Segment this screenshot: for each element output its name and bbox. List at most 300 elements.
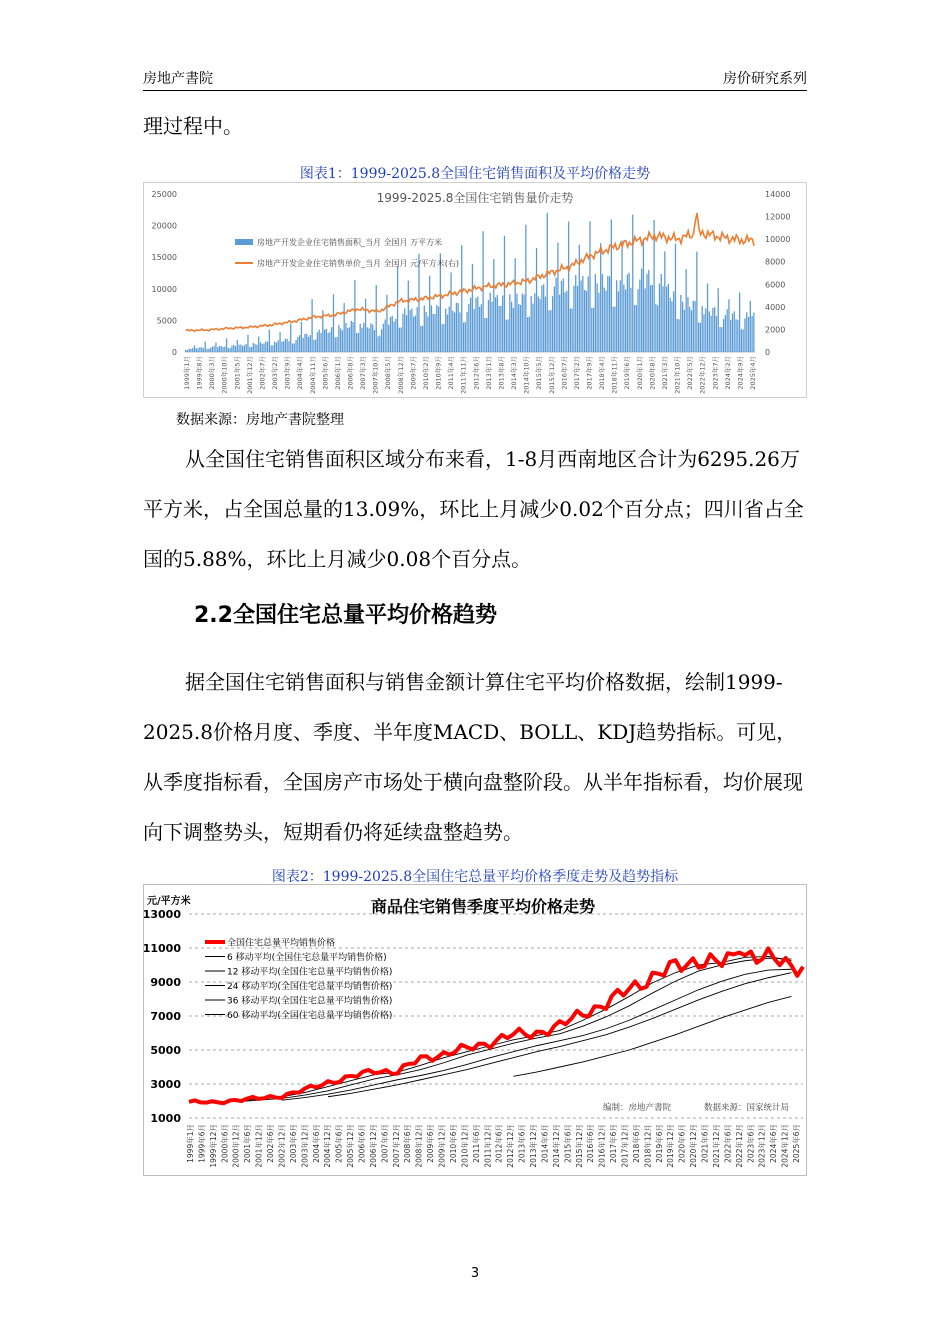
chart1-bar — [458, 303, 459, 352]
chart1-bar — [285, 339, 286, 352]
chart1-bar — [219, 346, 220, 352]
chart1-bar — [621, 240, 622, 352]
chart1-x-label: 2012年6月 — [472, 356, 481, 390]
chart1-x-label: 2011年11月 — [459, 355, 468, 394]
chart2-y-tick: 7000 — [150, 1010, 181, 1023]
chart1-bar — [541, 286, 542, 352]
chart1-bar — [710, 316, 711, 352]
chart1-bar — [716, 316, 717, 352]
chart1-bar — [694, 301, 695, 352]
chart1-bar — [372, 325, 373, 352]
chart1-bar — [345, 323, 346, 352]
chart1-x-label: 2000年10月 — [220, 355, 229, 394]
chart1-bar — [502, 296, 503, 352]
chart2-y-tick: 11000 — [143, 942, 181, 955]
chart1-bar — [648, 270, 649, 352]
chart1-bar — [420, 326, 421, 352]
chart1-x-label: 2001年12月 — [245, 356, 254, 394]
chart1-bar — [698, 322, 699, 352]
chart1-bar — [743, 329, 744, 352]
chart1-bar — [262, 344, 263, 352]
chart1-bar — [529, 317, 530, 352]
chart1-bar — [292, 344, 293, 352]
chart1-bar — [445, 309, 446, 352]
chart1-bar — [735, 319, 736, 352]
chart1-bar — [376, 285, 377, 352]
chart2-x-label: 2013年12月 — [529, 1123, 538, 1168]
chart1-bar — [693, 301, 694, 352]
chart2-x-label: 2005年12月 — [346, 1124, 356, 1168]
chart1-bar — [404, 308, 405, 352]
chart1-bar — [653, 220, 654, 352]
chart1-bar — [675, 244, 676, 352]
chart1-bar — [652, 285, 653, 352]
chart1-bar — [550, 310, 551, 352]
chart1-bar — [386, 295, 387, 352]
chart1-bar — [666, 287, 667, 352]
chart1-bar — [267, 342, 268, 352]
chart1-bar — [744, 318, 745, 352]
chart1-bar — [212, 347, 213, 352]
chart1-x-label: 2011年4月 — [447, 355, 456, 390]
chart1-bar — [197, 348, 198, 352]
chart2-x-label: 2007年6月 — [380, 1124, 390, 1163]
chart1-bar — [687, 297, 688, 352]
page-number: 3 — [470, 1266, 480, 1281]
chart1-bar — [734, 311, 735, 352]
chart2-x-label: 2017年12月 — [620, 1124, 630, 1168]
chart1-bar — [572, 308, 573, 352]
chart1-x-label: 2003年2月 — [271, 355, 279, 390]
paragraph-trend: 据全国住宅销售面积与销售金额计算住宅平均价格数据，绘制1999-2025.8价格月度、季度、半年度MACD、BOLL、KDJ趋势指标。可见，从季度指标看，全国房产市场处于横向盘整阶段。从半年指标看，均价展现向下调整势头，短期看仍将延续盘整趋势。 — [143, 670, 803, 844]
chart1-bar — [689, 307, 690, 352]
chart2-x-label: 2011年6月 — [471, 1123, 481, 1163]
chart1-x-label: 2000年3月 — [208, 356, 217, 390]
chart1-bar — [224, 347, 225, 352]
chart1-bar — [203, 348, 204, 352]
chart1-x-label: 2022年12月 — [698, 356, 707, 394]
chart2-x-label: 2023年6月 — [746, 1124, 756, 1163]
chart1-bar — [523, 295, 524, 352]
chart2-legend-label: 36 移动平均(全国住宅总量平均销售价格) — [227, 996, 393, 1007]
chart2-x-label: 2010年6月 — [449, 1124, 458, 1163]
chart1-bar — [433, 314, 434, 352]
chart1-bar — [682, 302, 683, 352]
chart1-legend-line-label: 房地产开发企业住宅销售单价_当月 全国月 元/平方米(右) — [257, 259, 460, 268]
chart2-x-label: 2010年12月 — [460, 1123, 470, 1168]
chart1-bar — [283, 341, 284, 352]
chart1-bar — [210, 348, 211, 352]
chart1-bar — [703, 314, 704, 352]
chart2-x-label: 2022年12月 — [734, 1123, 744, 1168]
chart1-bar — [582, 276, 583, 352]
chart1-bar — [246, 344, 247, 352]
chart2-x-label: 2015年6月 — [563, 1123, 573, 1163]
chart1-bar — [661, 274, 662, 352]
chart2-x-label: 2000年6月 — [220, 1123, 230, 1163]
chart1-bar — [406, 315, 407, 352]
chart1-x-label: 2006年1月 — [333, 355, 342, 390]
chart1-bar — [456, 303, 457, 352]
paragraph-regional: 从全国住宅销售面积区域分布来看，1-8月西南地区合计为6295.26万平方米，占全国总量的13.09%，环比上月减少0.02个百分点；四川省占全国的5.88%，环比上月减少0.08个百分点。 — [143, 447, 804, 571]
chart2-x-label: 2022年6月 — [723, 1124, 733, 1163]
chart1-bar — [613, 307, 614, 352]
chart1-bar — [636, 305, 637, 352]
chart1-y-right-tick: 6000 — [765, 280, 786, 290]
chart1-bar — [507, 319, 508, 352]
chart2-title: 商品住宅销售季度平均价格走势 — [370, 897, 596, 916]
chart1-bar — [349, 327, 350, 352]
chart2-x-label: 2013年6月 — [517, 1124, 527, 1163]
chart1-bar — [256, 345, 257, 352]
chart1-bar — [408, 281, 409, 352]
chart1-bar — [388, 325, 389, 352]
chart1-bar — [589, 221, 590, 352]
chart1-bar — [192, 348, 193, 352]
chart1-bar — [596, 283, 597, 352]
chart1-y-right-tick: 8000 — [765, 257, 786, 267]
chart1-bar — [504, 236, 505, 352]
chart1-bar — [474, 309, 475, 352]
chart2-x-label: 2009年6月 — [426, 1123, 436, 1163]
chart1-bar — [253, 343, 254, 352]
chart1-bar — [712, 308, 713, 352]
chart1-bar — [274, 342, 275, 352]
chart2-x-label: 1999年1月 — [186, 1124, 195, 1163]
chart1-bar — [417, 307, 418, 352]
chart1-bar — [272, 345, 273, 352]
chart2-x-label: 1999年12月 — [208, 1124, 218, 1168]
chart1-bar — [190, 349, 191, 352]
chart1-bar — [611, 219, 612, 352]
chart1-bar — [313, 340, 314, 352]
chart2-x-label: 2001年6月 — [243, 1124, 253, 1163]
chart1-bar — [573, 286, 574, 352]
chart1-bar — [556, 278, 557, 352]
chart1-bar — [470, 297, 471, 352]
chart1-bar — [545, 297, 546, 352]
chart1-bar — [231, 346, 232, 352]
chart1-x-label: 1999年1月 — [183, 356, 191, 390]
chart1-x-label: 2013年8月 — [497, 355, 506, 390]
chart2-y-tick: 5000 — [150, 1044, 181, 1057]
chart2-x-label: 2002年12月 — [277, 1124, 287, 1168]
chart1-bar — [331, 327, 332, 352]
chart2-x-label: 2019年12月 — [666, 1123, 676, 1168]
chart2-x-label: 2025年6月 — [792, 1124, 801, 1163]
page-header — [143, 66, 807, 91]
chart1-bar — [516, 294, 517, 352]
chart1-bar — [360, 324, 361, 352]
chart2-x-label: 2000年12月 — [231, 1123, 241, 1168]
chart1-y-left-tick: 20000 — [151, 221, 177, 231]
chart1-bar — [639, 279, 640, 352]
chart1-bar — [338, 325, 339, 352]
chart1-x-label: 2010年2月 — [422, 356, 430, 390]
chart1-y-right-tick: 0 — [765, 348, 771, 357]
chart2-legend-label: 全国住宅总量平均销售价格 — [227, 938, 336, 949]
chart1-bar — [411, 309, 412, 352]
chart1-bar — [215, 343, 216, 352]
chart1-bar — [718, 288, 719, 352]
chart1-bar — [751, 316, 752, 352]
paragraph-intro: 理过程中。 — [143, 114, 243, 138]
chart2-y-tick: 9000 — [150, 976, 181, 989]
chart1-bar — [570, 309, 571, 352]
figure1-source: 数据来源：房地产書院整理 — [176, 412, 344, 428]
chart1-bar — [194, 345, 195, 352]
chart1-bar — [247, 335, 248, 352]
chart1-bar — [351, 321, 352, 352]
chart2-x-label: 2008年6月 — [403, 1123, 413, 1163]
chart1-bar — [436, 305, 437, 352]
chart1-bar — [442, 324, 443, 352]
chart1-legend-bar-label: 房地产开发企业住宅销售面积_当月 全国月 万平方米 — [257, 238, 443, 247]
chart1-bar — [634, 305, 635, 352]
chart1-bar — [559, 295, 560, 352]
chart1-bar — [279, 332, 280, 352]
chart1-bar — [424, 306, 425, 352]
chart1-bar — [670, 298, 671, 352]
chart1-bar — [333, 294, 334, 352]
chart1-bar — [702, 306, 703, 352]
chart1-bar — [226, 338, 227, 352]
section-heading: 2.2全国住宅总量平均价格趋势 — [194, 603, 497, 628]
chart1-bar — [288, 341, 289, 352]
chart1-bar — [281, 341, 282, 352]
chart1-bar — [618, 291, 619, 352]
chart1-bar — [304, 334, 305, 352]
chart2-x-label: 2020年6月 — [677, 1124, 687, 1163]
chart1-y-right-tick: 4000 — [765, 302, 786, 312]
chart1-bar — [385, 320, 386, 352]
chart2-x-label: 2020年12月 — [689, 1124, 699, 1168]
chart1-bar — [522, 294, 523, 352]
chart2-x-label: 2015年12月 — [574, 1124, 584, 1168]
chart1-bar — [308, 337, 309, 352]
chart1-bar — [297, 337, 298, 352]
chart1-bar — [438, 307, 439, 352]
chart1-bar — [482, 231, 483, 352]
chart1-bar — [251, 347, 252, 352]
chart2-x-label: 2004年12月 — [323, 1123, 333, 1168]
chart1-bar — [664, 251, 665, 352]
chart1-y-left-tick: 25000 — [151, 190, 177, 199]
chart1-bar — [678, 319, 679, 352]
chart1-bar — [577, 286, 578, 352]
chart1-bar — [258, 337, 259, 352]
chart1-bar — [643, 239, 644, 352]
chart1-x-label: 2014年3月 — [510, 355, 518, 390]
chart2-x-label: 2005年6月 — [334, 1123, 344, 1163]
chart1-x-label: 2017年2月 — [572, 355, 581, 390]
chart1-bar — [365, 299, 366, 352]
chart1-bar — [527, 317, 528, 352]
chart2-x-label: 2024年12月 — [780, 1124, 790, 1168]
chart1-bar — [532, 304, 533, 352]
chart1-bar — [620, 280, 621, 352]
chart1-bar — [187, 350, 188, 352]
chart1-bar — [342, 330, 343, 352]
chart1-bar — [746, 312, 747, 352]
chart1-bar — [657, 305, 658, 352]
chart1-bar — [739, 292, 740, 352]
chart1-bar — [395, 319, 396, 352]
chart1-bar — [199, 347, 200, 352]
chart2-x-label: 2018年6月 — [631, 1123, 641, 1163]
chart1-x-label: 2018年11月 — [610, 355, 619, 394]
chart1-bar — [629, 273, 630, 352]
chart1-bar — [425, 312, 426, 352]
chart1-bar — [344, 303, 345, 352]
chart1-bar — [465, 322, 466, 352]
chart1-x-label: 2001年5月 — [233, 355, 242, 390]
chart1-x-label: 2009年7月 — [409, 356, 418, 390]
chart1-bar — [719, 327, 720, 352]
chart1-y-right-tick: 14000 — [765, 190, 791, 199]
chart1-bar — [294, 343, 295, 352]
chart1-bar — [242, 346, 243, 352]
chart1-bar — [547, 213, 548, 352]
chart2-x-label: 2019年6月 — [654, 1124, 664, 1163]
chart1-bar — [329, 332, 330, 352]
chart1-bar — [727, 309, 728, 352]
chart1-bar — [725, 315, 726, 352]
chart1-bar — [671, 301, 672, 352]
chart1-y-right-tick: 2000 — [765, 325, 786, 335]
chart1-bar — [490, 293, 491, 352]
chart1-bar — [548, 310, 549, 352]
chart1-bar — [600, 243, 601, 352]
chart1-bar — [370, 323, 371, 352]
chart1-bar — [278, 340, 279, 352]
chart1-bar — [607, 276, 608, 352]
chart2-x-label: 2003年12月 — [300, 1123, 310, 1168]
chart1-bar — [196, 348, 197, 352]
chart1-x-label: 2010年9月 — [434, 356, 443, 390]
chart1-bar — [609, 276, 610, 352]
figure1-caption: 图表1：1999-2025.8全国住宅销售面积及平均价格走势 — [299, 166, 651, 182]
chart1-bar — [591, 308, 592, 352]
chart1-bar — [328, 333, 329, 352]
chart1-bar — [575, 275, 576, 352]
chart1-bar — [276, 343, 277, 352]
chart1-bar — [650, 285, 651, 352]
chart1-bar — [554, 286, 555, 352]
chart1-bar — [214, 346, 215, 352]
chart1-bar — [368, 328, 369, 352]
chart1-bar — [217, 347, 218, 352]
chart1-bar — [748, 317, 749, 352]
chart1-y-right-tick: 10000 — [765, 235, 791, 245]
chart1-bar — [265, 341, 266, 352]
chart2-x-label: 2004年6月 — [311, 1124, 321, 1163]
chart1-x-label: 2007年3月 — [359, 356, 368, 390]
chart1-bar — [189, 349, 190, 352]
chart1-x-label: 2025年4月 — [749, 356, 757, 390]
chart1-bar — [326, 329, 327, 352]
chart1-bar — [468, 304, 469, 352]
header-right: 房价研究系列 — [723, 71, 807, 87]
chart1-bar — [240, 345, 241, 352]
chart1-bar — [431, 305, 432, 352]
chart1-bar — [602, 274, 603, 352]
chart1-bar — [299, 335, 300, 352]
chart2-legend-label: 60 移动平均(全国住宅总量平均销售价格) — [227, 1011, 393, 1021]
chart1-bar — [518, 304, 519, 352]
chart1-bar — [301, 322, 302, 352]
chart1-bar — [721, 327, 722, 352]
chart1-x-label: 2003年9月 — [283, 355, 292, 390]
chart2-x-label: 2002年6月 — [266, 1123, 275, 1163]
chart1-y-left-tick: 0 — [171, 348, 177, 357]
chart1-bar — [393, 322, 394, 352]
chart1-bar — [662, 286, 663, 352]
chart1-bar — [260, 342, 261, 352]
chart1-bar — [680, 295, 681, 352]
chart1-bar — [723, 319, 724, 352]
chart1-bar — [336, 337, 337, 352]
chart1-bar — [324, 330, 325, 352]
chart1-x-label: 2019年6月 — [623, 355, 632, 390]
chart1-bar — [399, 328, 400, 352]
chart1-bar — [515, 258, 516, 352]
chart1-bar — [427, 316, 428, 352]
chart1-bar — [637, 289, 638, 352]
chart1-bar — [645, 288, 646, 352]
chart1-bar — [383, 324, 384, 352]
chart1-bar — [484, 318, 485, 352]
chart1-bar — [477, 297, 478, 352]
chart1-bar — [625, 289, 626, 352]
chart1-x-label: 2014年10月 — [522, 356, 531, 394]
chart2-x-label: 2012年6月 — [494, 1123, 504, 1163]
chart1-bar — [579, 245, 580, 352]
chart1-bar — [499, 306, 500, 352]
chart1-x-label: 2005年6月 — [321, 356, 330, 390]
chart1-bar — [466, 312, 467, 352]
chart2-x-label: 2009年12月 — [437, 1123, 447, 1168]
chart1-bar — [586, 291, 587, 352]
chart1-bar — [491, 302, 492, 352]
chart1-bar — [538, 297, 539, 352]
chart1-bar — [563, 279, 564, 352]
chart1-bar — [208, 349, 209, 352]
chart1-bar — [295, 340, 296, 352]
chart1-bar — [367, 327, 368, 352]
chart1-bar — [686, 269, 687, 352]
chart1-x-label: 2022年5月 — [686, 355, 695, 390]
chart2-legend-label: 12 移动平均(全国住宅总量平均销售价格) — [227, 967, 393, 978]
chart1-bar — [623, 284, 624, 352]
chart1-bar — [604, 288, 605, 352]
chart1-bar — [447, 314, 448, 352]
chart1-bar — [315, 340, 316, 352]
chart1-bar — [707, 283, 708, 352]
chart2-y-tick: 1000 — [150, 1112, 181, 1125]
chart1-bar — [509, 294, 510, 352]
chart1-bar — [486, 318, 487, 352]
chart1-bar — [584, 290, 585, 352]
chart1-bar — [415, 316, 416, 352]
chart1-bar — [271, 345, 272, 352]
chart2-x-label: 2017年6月 — [609, 1124, 619, 1163]
chart1-bar — [254, 344, 255, 352]
chart1-bar — [249, 347, 250, 352]
chart1-bar — [235, 346, 236, 352]
chart1-y-right-tick: 12000 — [765, 212, 791, 222]
chart1-x-label: 2020年1月 — [635, 356, 644, 390]
